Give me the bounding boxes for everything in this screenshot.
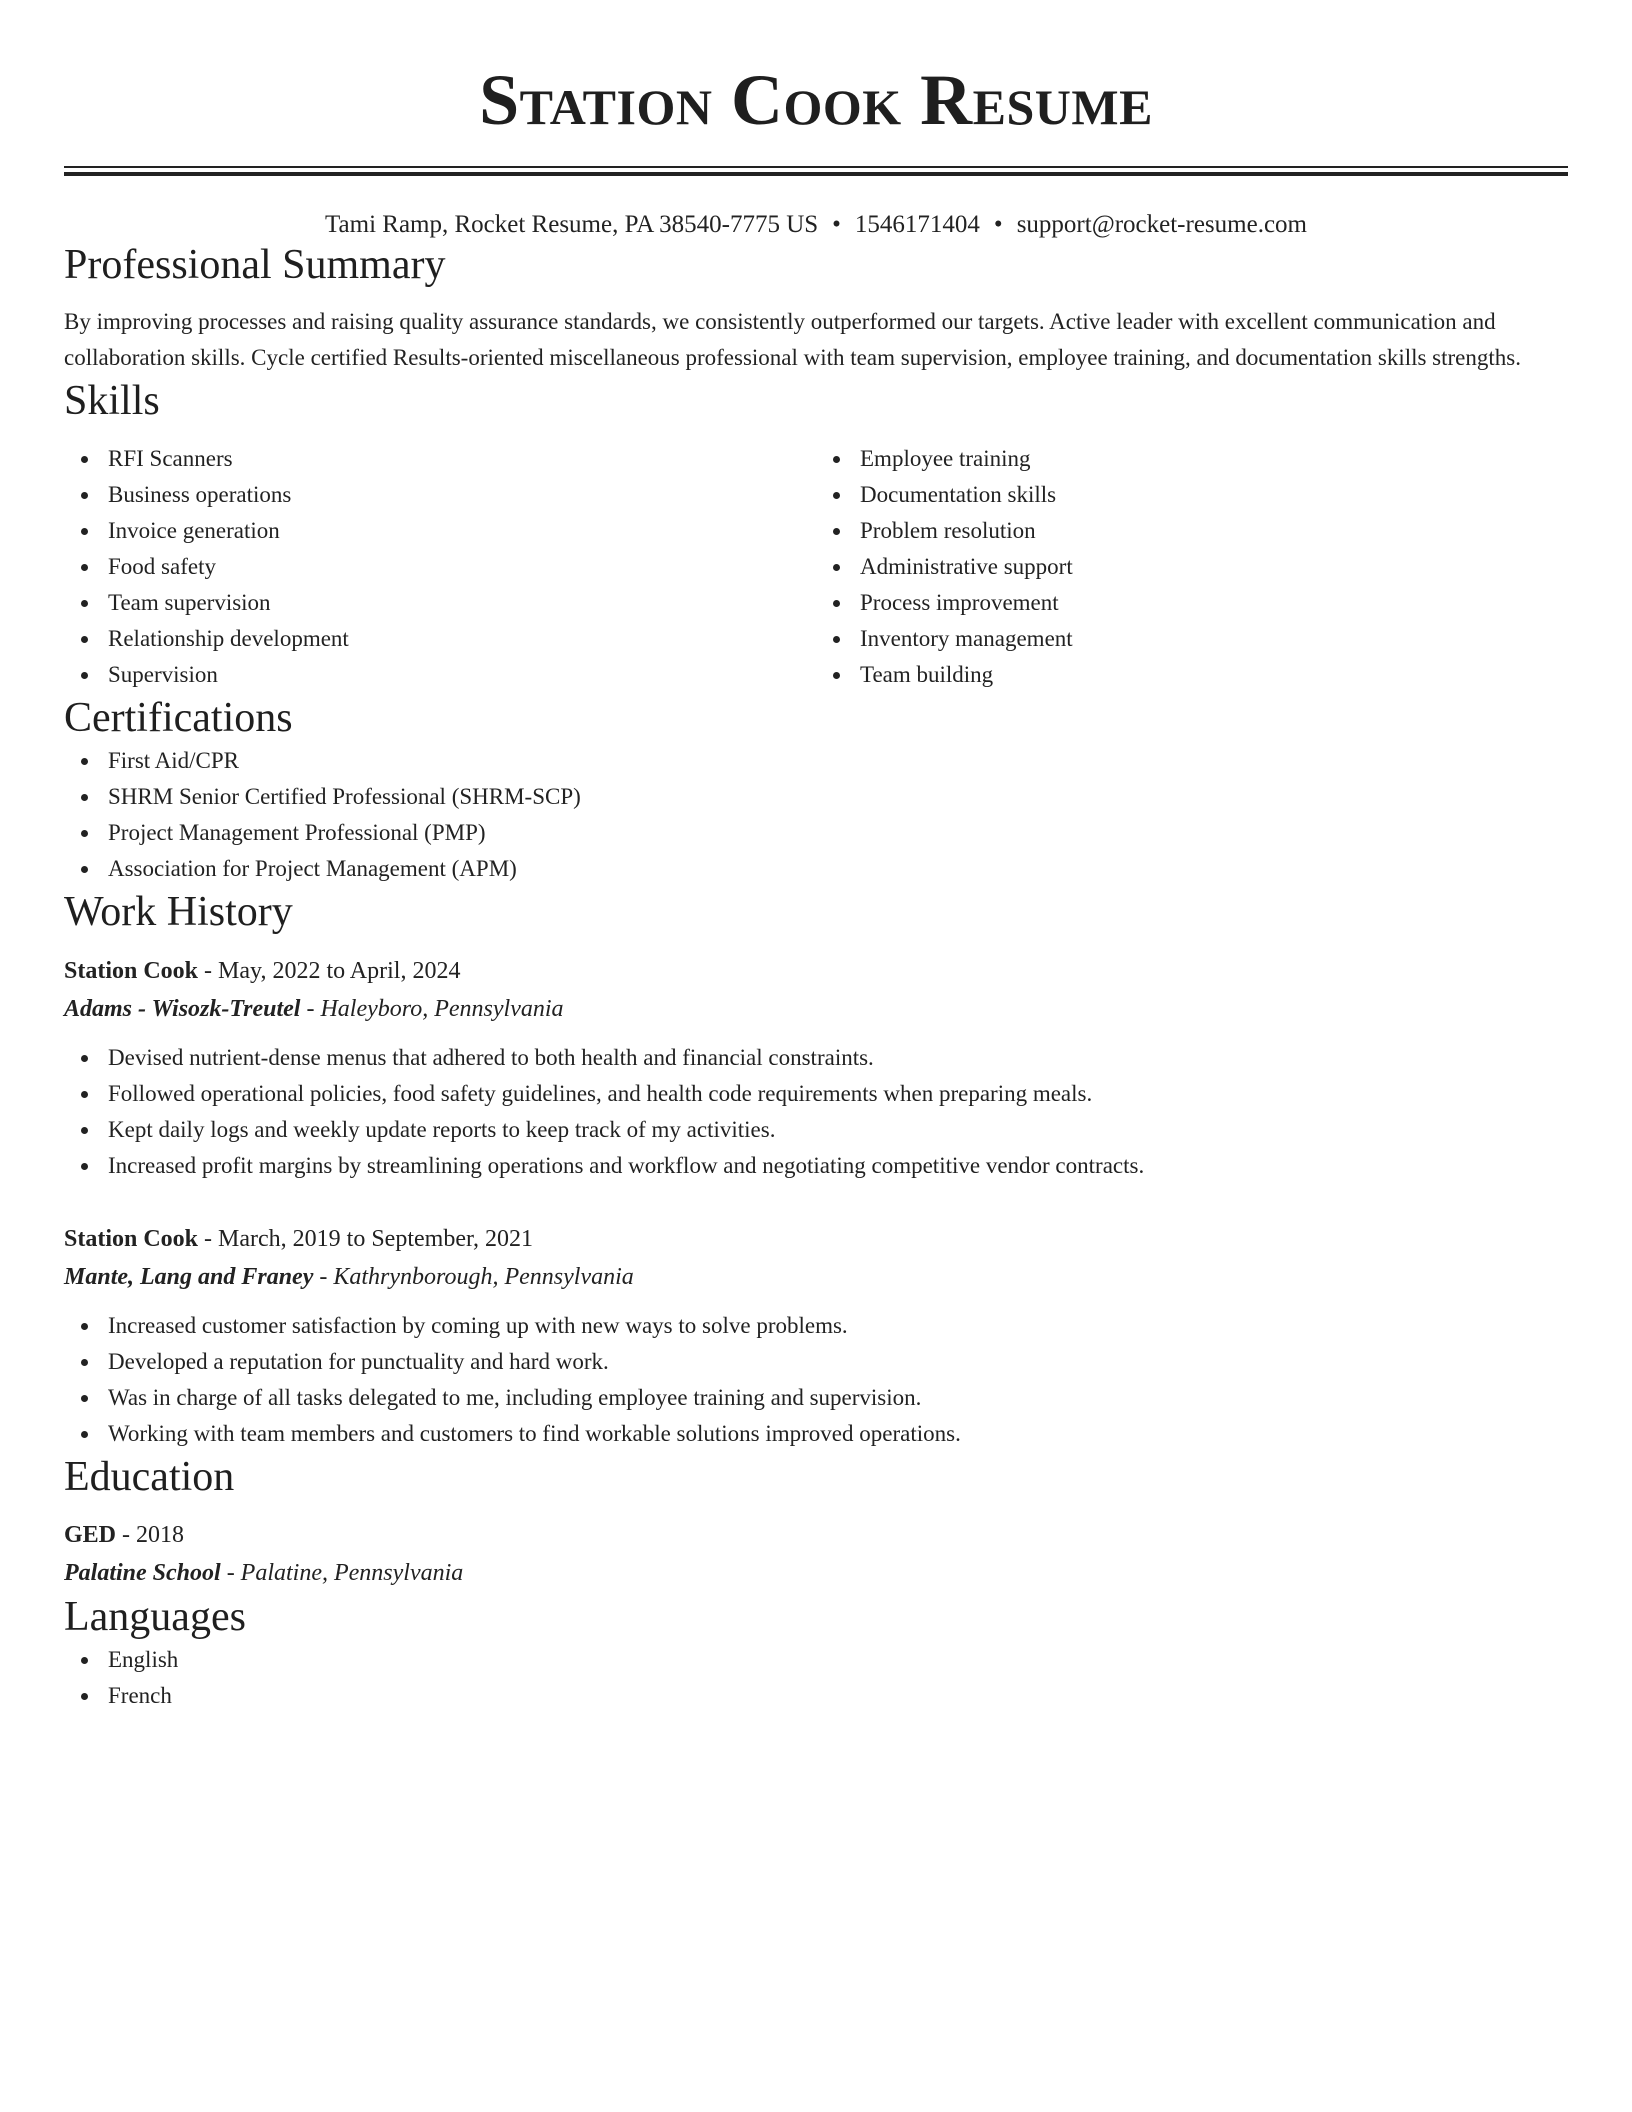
skill-item: Supervision [64,657,816,693]
contact-separator: • [832,211,841,238]
job-dates: - March, 2019 to September, 2021 [198,1225,533,1252]
certification-item: SHRM Senior Certified Professional (SHRM-SCP) [64,779,1568,815]
certification-item: First Aid/CPR [64,743,1568,779]
degree-line [64,1516,1568,1554]
certifications-list [64,743,1568,887]
job-title-line [64,1220,1568,1258]
skills-left-list [64,441,816,693]
certification-item: Project Management Professional (PMP) [64,815,1568,851]
contact-phone: 1546171404 [854,211,980,238]
skill-item: Team supervision [64,585,816,621]
skill-item: Administrative support [816,549,1568,585]
language-item: English [64,1642,1568,1678]
skills-right-list [816,441,1568,693]
job-duty-item: Followed operational policies, food safety guidelines, and health code requirements when preparing meals. [64,1076,1568,1112]
education-entry [64,1516,1568,1592]
job-duty-item: Devised nutrient-dense menus that adhered to both health and financial constraints. [64,1040,1568,1076]
skill-item: Problem resolution [816,513,1568,549]
employer-line [64,990,1568,1028]
job-entry [64,1220,1568,1452]
contact-address: Tami Ramp, Rocket Resume, PA 38540-7775 US [325,211,819,238]
job-duty-item: Kept daily logs and weekly update reports to keep track of my activities. [64,1112,1568,1148]
skill-item: Team building [816,657,1568,693]
contact-line [64,210,1568,240]
skill-item: Business operations [64,477,816,513]
summary-text: By improving processes and raising quality assurance standards, we consistently outperformed our targets. Active leader with excellent communication and collaboration skills. Cycle certified Results-oriented miscellaneous professional with team supervision, employee training, and documentation skills strengths. [64,309,1521,371]
skill-item: Documentation skills [816,477,1568,513]
skill-item: Food safety [64,549,816,585]
skill-item: Inventory management [816,621,1568,657]
job-dates: - May, 2022 to April, 2024 [198,957,461,984]
contact-separator: • [993,211,1003,238]
job-duty-item: Increased profit margins by streamlining operations and workflow and negotiating competitive vendor contracts. [64,1148,1568,1184]
employer-name: Mante, Lang and Franey [64,1263,314,1290]
employer-location: - Haleyboro, Pennsylvania [300,995,564,1022]
job-duties-list [64,1308,1568,1452]
school-location: - Palatine, Pennsylvania [220,1559,464,1586]
contact-email: support@rocket-resume.com [1016,211,1307,238]
education-heading: Education [64,1453,235,1500]
job-duty-item: Working with team members and customers to find workable solutions improved operations. [64,1416,1568,1452]
language-item: French [64,1678,1568,1714]
job-entry [64,952,1568,1184]
school-line [64,1554,1568,1592]
skills-grid [64,441,1568,693]
employer-location: - Kathrynborough, Pennsylvania [313,1263,634,1290]
skill-item: Process improvement [816,585,1568,621]
languages-heading: Languages [64,1593,246,1640]
job-duty-item: Increased customer satisfaction by coming up with new ways to solve problems. [64,1308,1568,1344]
skill-item: Relationship development [64,621,816,657]
skill-item: Invoice generation [64,513,816,549]
degree-name: GED [64,1521,117,1548]
certifications-heading: Certifications [64,694,293,741]
title-divider [64,166,1568,176]
employer-name: Adams - Wisozk-Treutel [64,995,301,1022]
job-duties-list [64,1040,1568,1184]
school-name: Palatine School [64,1559,221,1586]
employer-line [64,1258,1568,1296]
work-history-heading: Work History [64,889,293,936]
skill-item: RFI Scanners [64,441,816,477]
languages-list [64,1642,1568,1714]
job-duty-item: Developed a reputation for punctuality and hard work. [64,1344,1568,1380]
skills-heading: Skills [64,378,160,425]
job-title: Station Cook [64,1225,199,1252]
resume-title: Station Cook Resume [479,60,1153,140]
skill-item: Employee training [816,441,1568,477]
job-title-line [64,952,1568,990]
summary-heading: Professional Summary [64,242,446,288]
job-duty-item: Was in charge of all tasks delegated to me, including employee training and supervision. [64,1380,1568,1416]
certification-item: Association for Project Management (APM) [64,851,1568,887]
degree-year: - 2018 [116,1521,185,1548]
job-title: Station Cook [64,957,199,984]
